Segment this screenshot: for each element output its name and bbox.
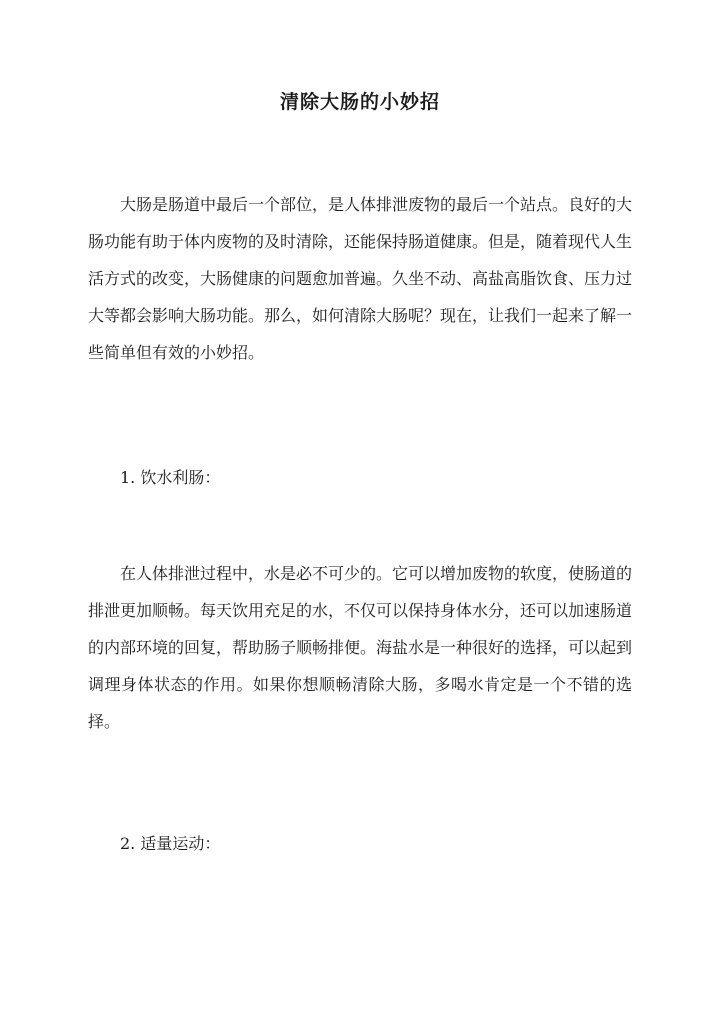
section-heading-2: 2. 适量运动： [120,834,221,853]
section-heading-1: 1. 饮水利肠： [120,468,221,487]
document-title: 清除大肠的小妙招 [279,91,440,113]
intro-paragraph: 大肠是肠道中最后一个部位，是人体排泄废物的最后一个站点。良好的大肠功能有助于体内废物的及时清除，还能保持肠道健康。但是，随着现代人生活方式的改变，大肠健康的问题愈加普遍。久坐不动、高盐高脂饮食、压力过大等都会影响大肠功能。那么，如何清除大肠呢？现在，让我们一起来了解一些简单但有效的小妙招。 [88,195,633,362]
section-body-1: 在人体排泄过程中，水是必不可少的。它可以增加废物的软度，使肠道的排泄更加顺畅。每天饮用充足的水，不仅可以保持身体水分，还可以加速肠道的内部环境的回复，帮助肠子顺畅排便。海盐水是一种很好的选择，可以起到调理身体状态的作用。如果你想顺畅清除大肠，多喝水肯定是一个不错的选择。 [88,564,633,731]
